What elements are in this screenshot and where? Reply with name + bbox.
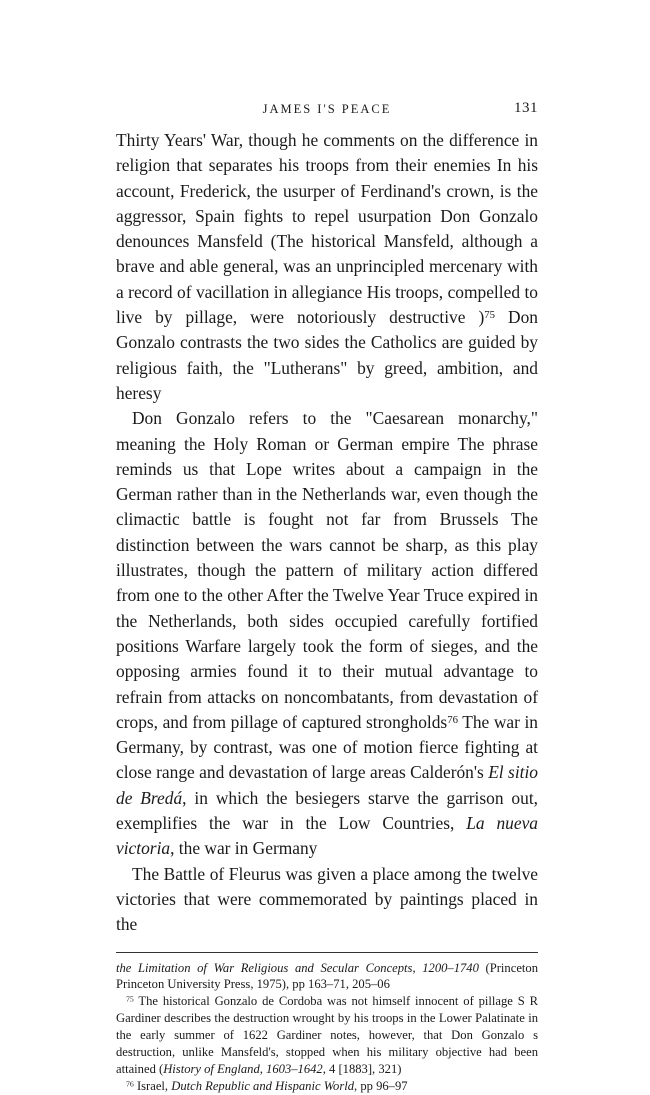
paragraph: The Battle of Fleurus was given a place among the twelve victories that were commemorated by paintings placed in the: [116, 863, 538, 935]
paragraph-text: The war in Germany, by contrast, was one of motion fierce fighting at close range and devastation of large areas Calderón's: [116, 711, 538, 783]
cited-title: History of England, 1603–1642: [163, 1061, 323, 1076]
footnote-text: Israel,: [136, 1078, 172, 1093]
footnote-marker: 75: [126, 994, 134, 1004]
book-page: [116, 100, 538, 1095]
footnote-text: The historical Gonzalo de Cordoba was not himself innocent of pillage S R Gardiner describes the destruction wrought by his troops in the Lower Palatinate in the early summer of 1622 Gardiner notes, however, that Don Gonzalo s destruction, unlike Mansfeld's, stopped when his military objective had been attained (: [116, 994, 538, 1076]
body-text: [116, 128, 538, 938]
work-title: El sitio de Bredá: [116, 762, 539, 808]
running-title: JAMES I'S PEACE: [262, 102, 392, 116]
footnote-ref: 75: [484, 309, 496, 322]
paragraph: [116, 128, 538, 406]
footnote-ref: 76: [447, 713, 458, 726]
paragraph-text: , the war in Germany: [170, 838, 318, 859]
paragraph-text: , in which the besiegers starve the garrison out, exemplifies the war in the Low Countries,: [116, 787, 538, 834]
footnote-rule: [116, 952, 538, 953]
page-number: 131: [514, 100, 538, 116]
footnotes: [116, 960, 538, 1095]
cited-title: the Limitation of War Religious and Secular Concepts, 1200–1740: [116, 960, 479, 975]
footnote-text: , pp 96–97: [354, 1078, 408, 1093]
paragraph: [116, 406, 538, 861]
footnote-marker: 76: [126, 1079, 134, 1089]
cited-title: Dutch Republic and Hispanic World: [171, 1078, 355, 1093]
running-head: [116, 100, 538, 122]
paragraph-text: Don Gonzalo refers to the "Caesarean monarchy," meaning the Holy Roman or German empire The phrase reminds us that Lope writes about a campaign in the German rather than in the Netherlands war, even though the climactic battle is fought not far from Brussels The distinction between the wars cannot be sharp, as this play illustrates, though the pattern of military action differed from one to the other After the Twelve Year Truce expired in the Netherlands, both sides occupied carefully fortified positions Warfare largely took the form of sieges, and the opposing armies found it to their mutual advantage to refrain from attacks on noncombatants, from devastation of crops, and from pillage of captured strongholds: [116, 408, 538, 732]
footnote-text: (Princeton Princeton University Press, 1975), pp 163–71, 205–06: [116, 960, 539, 992]
footnote-text: , 4 [1883], 321): [322, 1061, 402, 1076]
work-title: La nueva victoria: [116, 813, 538, 859]
footnote-76: [116, 1078, 538, 1095]
paragraph-text: Thirty Years' War, though he comments on the difference in religion that separates his troops from their enemies In his account, Frederick, the usurper of Ferdinand's crown, is the aggressor, Spain fights to repel usurpation Don Gonzalo denounces Mansfeld (The historical Mansfeld, although a brave and able general, was an unprincipled mercenary with a record of vacillation in allegiance His troops, compelled to live by pillage, were notoriously destructive ): [116, 130, 538, 328]
footnote-continuation: [116, 960, 538, 994]
footnote-75: [116, 993, 538, 1078]
paragraph-text: Don Gonzalo contrasts the two sides the Catholics are guided by religious faith, the "Lutherans" by greed, ambition, and heresy: [116, 307, 538, 403]
